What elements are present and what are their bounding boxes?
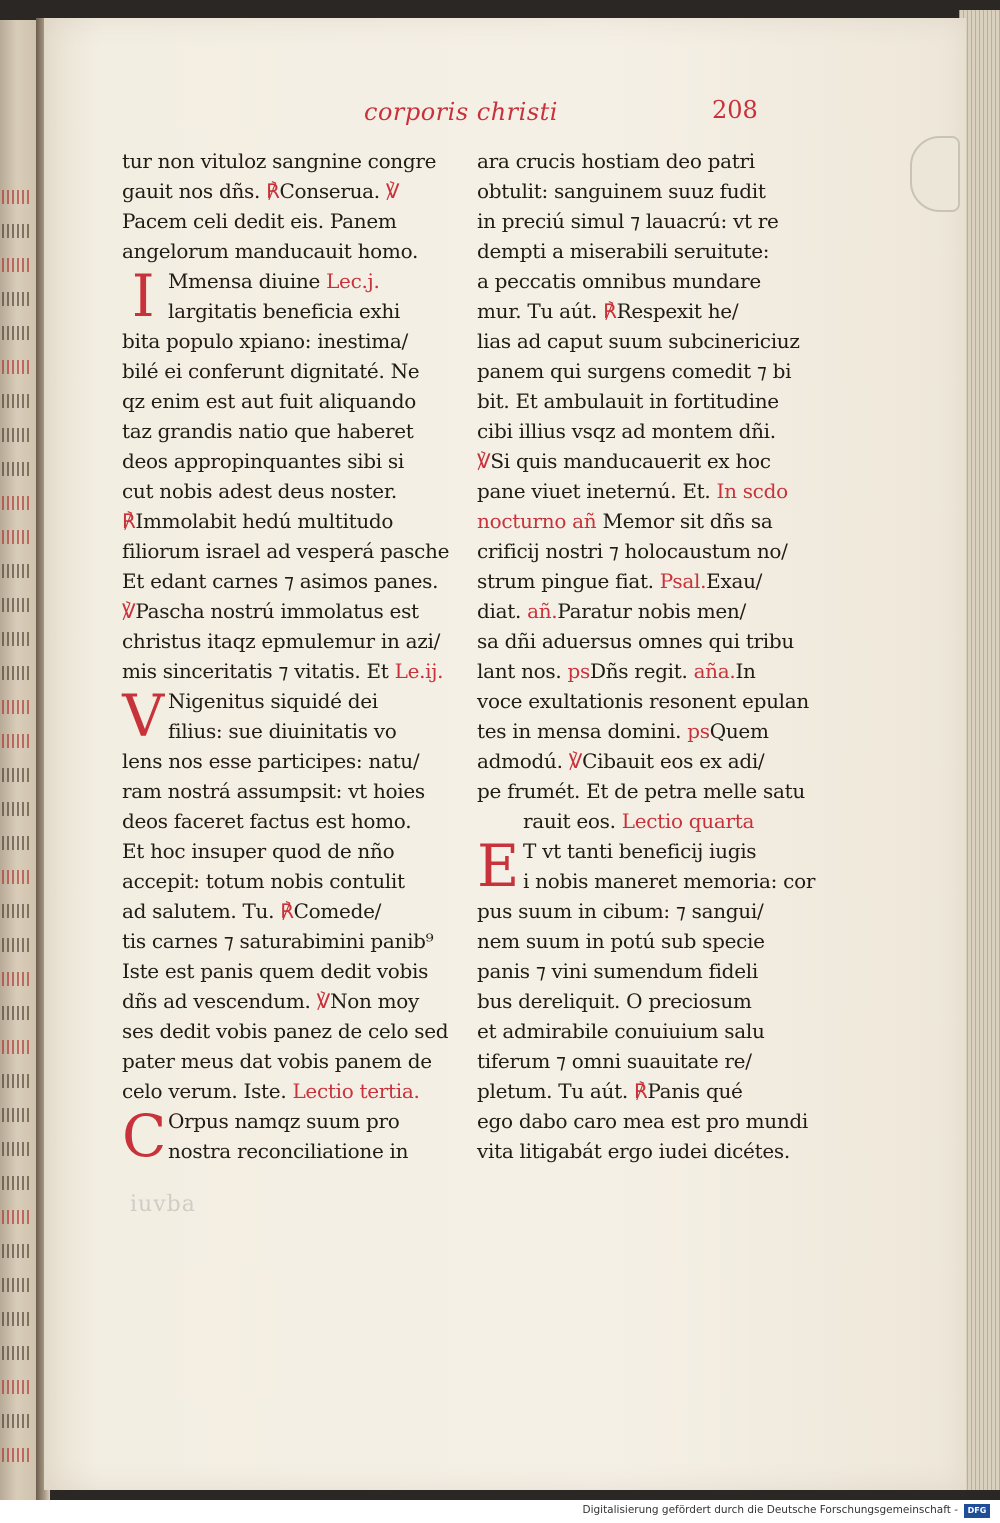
rubric: aña. [693, 659, 736, 683]
text-line [122, 386, 462, 416]
text-line [477, 656, 817, 686]
bleed-through-mark [2, 666, 32, 680]
text-segment: pater meus dat vobis panem de [122, 1049, 432, 1073]
bleed-through-mark [2, 360, 32, 374]
text-segment: panis ⁊ vini sumendum fideli [477, 959, 758, 983]
text-segment: Si quis manducauerit ex hoc [490, 449, 771, 473]
text-line [477, 446, 817, 476]
text-segment: celo verum. Iste. [122, 1079, 293, 1103]
red-initial: V [122, 682, 164, 750]
text-line [477, 236, 817, 266]
text-segment: Non moy [330, 989, 420, 1013]
text-line [477, 1046, 817, 1076]
text-line [122, 236, 462, 266]
text-line [122, 146, 462, 176]
text-segment: cibi illius vsqz ad montem dñi. [477, 419, 776, 443]
text-line [477, 956, 817, 986]
text-segment: Et hoc insuper quod de nño [122, 839, 395, 863]
rubric: ps [687, 719, 710, 743]
bleed-through-mark [2, 258, 32, 272]
text-line [477, 206, 817, 236]
text-line [122, 296, 462, 326]
text-line [122, 446, 462, 476]
text-segment: Immolabit hedú multitudo [135, 509, 394, 533]
text-segment: bita populo xpiano: inestima/ [122, 329, 408, 353]
text-line [477, 986, 817, 1016]
bleed-through-mark [2, 1040, 32, 1054]
text-segment: ara crucis hostiam deo patri [477, 149, 755, 173]
rubric: añ. [527, 599, 558, 623]
bleed-through-mark [2, 904, 32, 918]
bleed-through-mark [2, 1414, 32, 1428]
page-number: 208 [712, 96, 758, 124]
text-segment: lens nos esse participes: natu/ [122, 749, 420, 773]
text-line [122, 866, 462, 896]
rubric: Lec.j. [326, 269, 380, 293]
text-line [122, 596, 462, 626]
rubric: ℣ [568, 749, 583, 773]
text-segment: tur non vituloz sangnine congre [122, 149, 437, 173]
text-segment: Iste est panis quem dedit vobis [122, 959, 429, 983]
text-line [122, 776, 462, 806]
page-tab-marker [910, 136, 960, 212]
text-segment: pletum. Tu aút. [477, 1079, 634, 1103]
left-text-column [122, 146, 462, 1170]
text-segment: vita litigabát ergo iudei dicétes. [477, 1139, 790, 1163]
text-segment: ram nostrá assumpsit: vt hoies [122, 779, 425, 803]
rubric: ℟ [122, 509, 136, 533]
text-segment: diat. [477, 599, 528, 623]
bleed-through-mark [2, 1448, 32, 1462]
text-segment: deos faceret factus est homo. [122, 809, 412, 833]
text-line [122, 896, 462, 926]
bleed-through-mark [2, 802, 32, 816]
text-line [122, 746, 462, 776]
text-segment: bus dereliquit. O preciosum [477, 989, 752, 1013]
text-segment: Et edant carnes ⁊ asimos panes. [122, 569, 439, 593]
text-segment: mur. Tu aút. [477, 299, 604, 323]
text-segment: admodú. [477, 749, 569, 773]
text-line [477, 416, 817, 446]
text-line [122, 716, 462, 746]
text-segment: pe frumét. Et de petra melle satu [477, 779, 805, 803]
text-line [122, 806, 462, 836]
red-initial: E [477, 832, 520, 900]
text-segment: largitatis beneficia exhi [168, 299, 401, 323]
bleed-through-mark [2, 938, 32, 952]
bleed-through-mark [2, 1346, 32, 1360]
bleed-through-mark [2, 768, 32, 782]
bleed-through-mark [2, 598, 32, 612]
text-segment: In [735, 659, 756, 683]
bleed-through-mark [2, 224, 32, 238]
text-line [122, 506, 462, 536]
text-line [122, 1046, 462, 1076]
text-segment: dempti a miserabili seruitute: [477, 239, 770, 263]
text-line [122, 566, 462, 596]
text-segment: christus itaqz epmulemur in azi/ [122, 629, 441, 653]
rubric: In scdo [716, 479, 788, 503]
text-segment: Comede/ [293, 899, 382, 923]
text-line [122, 926, 462, 956]
text-segment: Panis qué [647, 1079, 743, 1103]
rubric: ℟ [633, 1079, 648, 1103]
rubric: Le.ij. [394, 659, 444, 683]
text-line [477, 896, 817, 926]
text-segment: Pacem celi dedit eis. Panem [122, 209, 397, 233]
text-segment: lant nos. [477, 659, 568, 683]
text-segment: strum pingue fiat. [477, 569, 660, 593]
text-line [477, 356, 817, 386]
text-line [477, 176, 817, 206]
text-segment: angelorum manducauit homo. [122, 239, 419, 263]
text-segment: gauit nos dñs. [122, 179, 267, 203]
bleed-through-mark [2, 1006, 32, 1020]
text-line [122, 1136, 462, 1166]
text-segment: a peccatis omnibus mundare [477, 269, 761, 293]
text-line [477, 476, 817, 506]
text-line [477, 686, 817, 716]
text-line [122, 476, 462, 506]
rubric: nocturno añ [477, 509, 603, 533]
bleed-through-mark [2, 972, 32, 986]
bleed-through-mark [2, 1142, 32, 1156]
bleed-through-mark [2, 326, 32, 340]
text-line [477, 626, 817, 656]
bleed-through-mark [2, 428, 32, 442]
text-segment: Memor sit dñs sa [602, 509, 773, 533]
text-segment: ses dedit vobis panez de celo sed [122, 1019, 449, 1043]
text-line [477, 1136, 817, 1166]
text-segment: qz enim est aut fuit aliquando [122, 389, 416, 413]
text-segment: sa dñi aduersus omnes qui tribu [477, 629, 794, 653]
rubric: ℟ [603, 299, 617, 323]
text-segment: nostra reconciliatione in [168, 1139, 409, 1163]
text-line [477, 596, 817, 626]
text-segment: Respexit he/ [616, 299, 739, 323]
text-line [122, 656, 462, 686]
text-line [122, 206, 462, 236]
text-segment: voce exultationis resonent epulan [477, 689, 809, 713]
text-line [477, 776, 817, 806]
bleed-through-mark [2, 462, 32, 476]
text-line [477, 716, 817, 746]
bleed-through-mark [2, 836, 32, 850]
text-segment: Quem [709, 719, 769, 743]
text-line [477, 1016, 817, 1046]
bleed-through-mark [2, 870, 32, 884]
bleed-through-mark [2, 1210, 32, 1224]
rubric: ℟ [266, 179, 280, 203]
text-segment: filius: sue diuinitatis vo [168, 719, 397, 743]
text-line [477, 326, 817, 356]
text-segment: dñs ad vescendum. [122, 989, 317, 1013]
rubric: ℣ [316, 989, 331, 1013]
rubric: ℣ [122, 599, 136, 623]
text-segment: tis carnes ⁊ saturabimini panib⁹ [122, 929, 434, 953]
text-segment: Orpus namqz suum pro [168, 1109, 400, 1133]
text-segment: Pascha nostrú immolatus est [135, 599, 419, 623]
text-line [477, 536, 817, 566]
running-title: corporis christi [364, 98, 558, 126]
text-segment: ego dabo caro mea est pro mundi [477, 1109, 809, 1133]
text-line [477, 746, 817, 776]
rubric: ℣ [477, 449, 491, 473]
text-line [477, 146, 817, 176]
rubric: Lectio quarta [621, 809, 755, 833]
bleed-through-mark [2, 734, 32, 748]
text-segment: et admirabile conuiuium salu [477, 1019, 765, 1043]
text-line [122, 326, 462, 356]
text-line [122, 626, 462, 656]
text-line [122, 956, 462, 986]
text-segment: mis sinceritatis ⁊ vitatis. Et [122, 659, 395, 683]
text-line [122, 836, 462, 866]
rubric: ℟ [280, 899, 294, 923]
text-segment: tiferum ⁊ omni suauitate re/ [477, 1049, 752, 1073]
text-line [477, 296, 817, 326]
text-segment: nem suum in potú sub specie [477, 929, 765, 953]
text-line [477, 266, 817, 296]
bleed-through-mark [2, 1380, 32, 1394]
text-segment: taz grandis natio que haberet [122, 419, 414, 443]
rubric: Psal. [659, 569, 707, 593]
text-segment: rauit eos. [523, 809, 622, 833]
footer-bar [0, 1500, 1000, 1523]
text-segment: cut nobis adest deus noster. [122, 479, 397, 503]
show-through-text: iuvba [130, 1192, 196, 1217]
text-segment: bit. Et ambulauit in fortitudine [477, 389, 779, 413]
bleed-through-mark [2, 530, 32, 544]
text-segment: Mmensa diuine [168, 269, 327, 293]
bleed-through-mark [2, 1278, 32, 1292]
text-segment: accepit: totum nobis contulit [122, 869, 405, 893]
text-line [122, 416, 462, 446]
text-segment: ad salutem. Tu. [122, 899, 281, 923]
text-segment: Exau/ [706, 569, 763, 593]
text-line [477, 566, 817, 596]
text-segment: in preciú simul ⁊ lauacrú: vt re [477, 209, 779, 233]
text-line [122, 356, 462, 386]
text-line [122, 1076, 462, 1106]
bleed-through-mark [2, 496, 32, 510]
text-segment: pus suum in cibum: ⁊ sangui/ [477, 899, 764, 923]
text-line [477, 1076, 817, 1106]
text-segment: i nobis maneret memoria: cor [523, 869, 816, 893]
text-segment: crificij nostri ⁊ holocaustum no/ [477, 539, 788, 563]
bleed-through-mark [2, 190, 32, 204]
rubric: ps [567, 659, 590, 683]
bleed-through-mark [2, 1176, 32, 1190]
text-segment: bilé ei conferunt dignitaté. Ne [122, 359, 420, 383]
text-line [122, 176, 462, 206]
bleed-through-mark [2, 1074, 32, 1088]
bleed-through-mark [2, 632, 32, 646]
text-segment: obtulit: sanguinem suuz fudit [477, 179, 766, 203]
text-segment: pane viuet ineternú. Et. [477, 479, 717, 503]
bleed-through-mark [2, 564, 32, 578]
text-segment: lias ad caput suum subcinericiuz [477, 329, 800, 353]
text-line [122, 1016, 462, 1046]
text-line [122, 536, 462, 566]
text-segment: Cibauit eos ex adi/ [582, 749, 765, 773]
text-segment: filiorum israel ad vesperá pasche [122, 539, 450, 563]
rubric: Lectio tertia. [292, 1079, 420, 1103]
red-initial: I [131, 262, 155, 330]
bleed-through-mark [2, 1244, 32, 1258]
text-line [477, 386, 817, 416]
text-line [477, 866, 817, 896]
text-segment: Paratur nobis men/ [557, 599, 746, 623]
text-segment: tes in mensa domini. [477, 719, 688, 743]
text-line [477, 1106, 817, 1136]
text-line [122, 986, 462, 1016]
red-initial: C [122, 1102, 167, 1170]
funding-credit: Digitalisierung gefördert durch die Deutsche Forschungsgemeinschaft - [582, 1504, 958, 1516]
text-line [477, 926, 817, 956]
bleed-through-mark [2, 1312, 32, 1326]
text-segment: deos appropinquantes sibi si [122, 449, 404, 473]
bleed-through-mark [2, 394, 32, 408]
text-line [477, 806, 817, 836]
text-segment: Conserua. [279, 179, 386, 203]
right-text-column [477, 146, 817, 1166]
bleed-through-mark [2, 700, 32, 714]
rubric: ℣ [385, 179, 400, 203]
text-segment: panem qui surgens comedit ⁊ bi [477, 359, 792, 383]
text-segment: Nigenitus siquidé dei [168, 689, 378, 713]
text-segment: Dñs regit. [589, 659, 694, 683]
text-line [477, 506, 817, 536]
bleed-through-mark [2, 292, 32, 306]
dfg-logo: DFG [964, 1504, 990, 1518]
bleed-through-mark [2, 1108, 32, 1122]
text-segment: T vt tanti beneficij iugis [523, 839, 757, 863]
